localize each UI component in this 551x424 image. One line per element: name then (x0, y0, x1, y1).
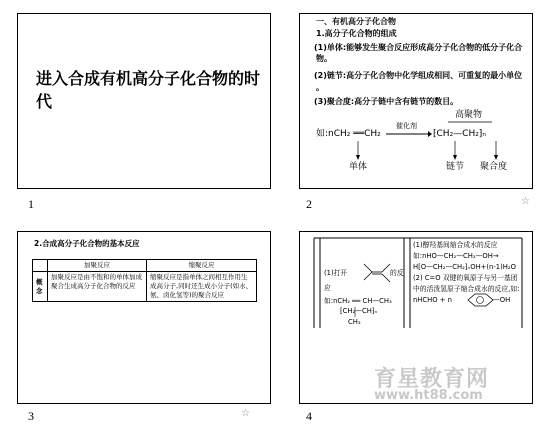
slide-1-title: 进入合成有机高分子化合物的时代 (36, 69, 261, 111)
s4-r2: 如:nHO—CH₂—CH₂—OH→ (413, 252, 499, 260)
star-icon: ☆ (521, 196, 530, 207)
slide-2-p2a: (2)链节:高分子化合物中化学组成相同、可重复的最小单位 (314, 71, 523, 80)
star-icon: ☆ (241, 408, 250, 419)
slide-1-number: 1 (28, 197, 34, 211)
table-header-row (33, 260, 257, 272)
slide-3-heading: 2.合成高分子化合物的基本反应 (34, 239, 140, 248)
slide-2-p1a: (1)单体:能够发生聚合反应形成高分子化合物的低分子化合 (314, 43, 523, 52)
slide-4-number: 4 (306, 409, 312, 423)
reaction-table (32, 259, 257, 302)
slide-3[interactable] (17, 231, 271, 404)
s4-r6: nHCHO + n (413, 296, 452, 304)
cell-addition-concept: 加聚反应是由不饱和的单体加成聚合生成高分子化合物的反应 (48, 272, 147, 302)
slide-2[interactable] (299, 13, 533, 189)
slide-2-p1b: 物。 (316, 54, 332, 63)
watermark-url: www.ht88.com (374, 388, 483, 403)
s4-l2: 应 (324, 284, 331, 292)
s4-r1: (1)醇羟基间缩合成水的反应 (413, 241, 498, 249)
cell-condensation-concept: 缩聚反应是指单体之间相互作用生成高分子,同时还生成小分子(如水、氨、卤化氢等)的聚合反应 (147, 272, 257, 302)
s4-l1b: 的反 (390, 269, 404, 277)
eq-catalyst: 催化剂 (396, 122, 417, 130)
s4-l1: (1)打开 (324, 269, 348, 277)
watermark-logo-text: 育星教育网 (374, 367, 490, 392)
slide-2-p3: (3)聚合度:高分子链中含有链节的数目。 (314, 97, 459, 106)
slide-2-sub1: 1.高分子化合物的组成 (316, 29, 397, 38)
eq-left: 如:nCH₂ ══CH₂ (316, 129, 381, 139)
eq-right: ⁅CH₂—CH₂⁆ₙ (433, 129, 486, 139)
s4-r6b: —OH (493, 296, 511, 304)
header-condensation: 缩聚反应 (147, 260, 257, 272)
row-label-concept: 概念 (33, 272, 48, 302)
s4-r5: 中的活泼氢原子缩合成水的反应,如: (413, 285, 520, 293)
slide-4[interactable] (299, 231, 533, 404)
table-row (33, 272, 257, 302)
label-degree: 聚合度 (480, 162, 508, 172)
label-chain-link: 链节 (446, 162, 465, 172)
s4-l4: ⁅CH₂—CH⁆ₙ (340, 307, 378, 315)
slide-1[interactable] (17, 13, 271, 189)
eq-label-top: 高聚物 (455, 110, 483, 120)
s4-l3: 如:nCH₂ ══ CH—CH₃ (324, 297, 392, 305)
header-addition: 加聚反应 (48, 260, 147, 272)
slide-3-number: 3 (28, 409, 34, 423)
slide-2-heading: 一、有机高分子化合物 (316, 17, 396, 26)
label-monomer: 单体 (349, 162, 368, 172)
slide-2-number: 2 (306, 197, 312, 211)
s4-r3: H⁅O—CH₂—CH₂⁆ₙOH+(n-1)H₂O (413, 263, 516, 271)
slide-2-p2b: 。 (316, 83, 324, 92)
s4-r4: (2) C=O 双键的氧原子与另一基团 (413, 274, 518, 282)
s4-l5: CH₃ (348, 318, 361, 326)
